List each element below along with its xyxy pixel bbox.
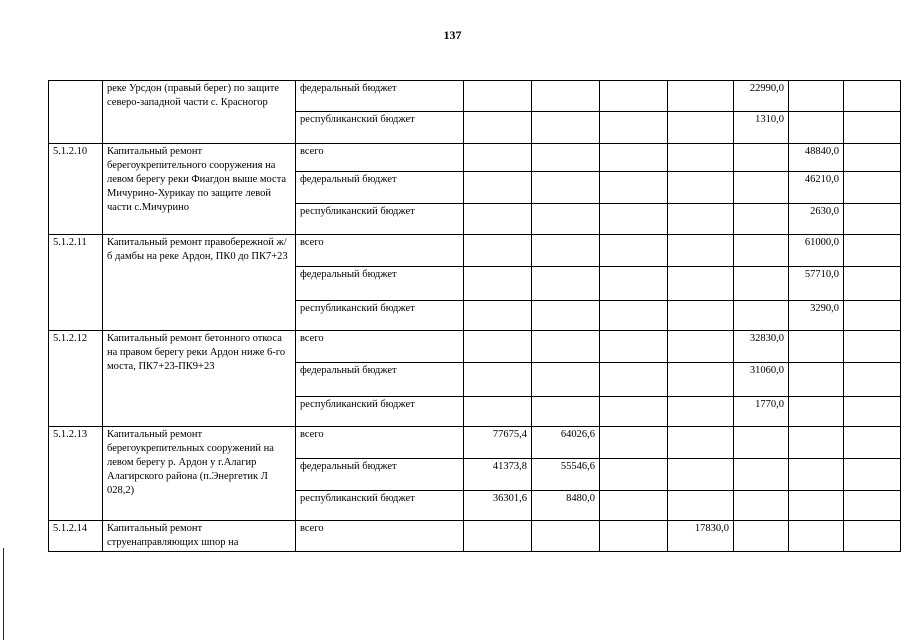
amount-cell — [789, 427, 844, 459]
funding-source: республиканский бюджет — [296, 491, 464, 521]
amount-cell: 36301,6 — [464, 491, 532, 521]
amount-cell: 48840,0 — [789, 144, 844, 172]
amount-cell — [668, 112, 734, 144]
amount-cell — [532, 112, 600, 144]
item-code: 5.1.2.11 — [49, 235, 103, 331]
funding-source: всего — [296, 331, 464, 363]
amount-cell — [734, 267, 789, 301]
amount-cell — [464, 144, 532, 172]
item-code: 5.1.2.10 — [49, 144, 103, 235]
amount-cell — [668, 172, 734, 204]
funding-source: федеральный бюджет — [296, 172, 464, 204]
amount-cell — [668, 459, 734, 491]
amount-cell — [844, 235, 901, 267]
amount-cell: 2630,0 — [789, 204, 844, 235]
amount-cell — [668, 235, 734, 267]
amount-cell — [844, 363, 901, 397]
amount-cell — [464, 363, 532, 397]
amount-cell — [789, 521, 844, 552]
amount-cell — [789, 81, 844, 112]
amount-cell — [789, 112, 844, 144]
amount-cell — [734, 144, 789, 172]
amount-cell — [600, 491, 668, 521]
amount-cell — [789, 397, 844, 427]
amount-cell — [532, 521, 600, 552]
table-row — [49, 144, 901, 172]
amount-cell — [464, 267, 532, 301]
table-row — [49, 331, 901, 363]
amount-cell: 32830,0 — [734, 331, 789, 363]
amount-cell: 41373,8 — [464, 459, 532, 491]
item-code — [49, 81, 103, 144]
amount-cell — [532, 331, 600, 363]
amount-cell — [464, 301, 532, 331]
amount-cell — [844, 521, 901, 552]
amount-cell — [532, 363, 600, 397]
amount-cell — [844, 204, 901, 235]
item-description: реке Урсдон (правый берег) по защите северо-западной части с. Красногор — [103, 81, 296, 144]
amount-cell — [734, 172, 789, 204]
amount-cell — [668, 81, 734, 112]
funding-source: республиканский бюджет — [296, 397, 464, 427]
amount-cell — [464, 235, 532, 267]
table-row — [49, 521, 901, 552]
amount-cell — [789, 363, 844, 397]
funding-source: всего — [296, 521, 464, 552]
amount-cell — [844, 397, 901, 427]
table-row — [49, 235, 901, 267]
budget-table — [48, 80, 901, 552]
amount-cell: 31060,0 — [734, 363, 789, 397]
amount-cell — [464, 81, 532, 112]
amount-cell: 3290,0 — [789, 301, 844, 331]
amount-cell — [464, 397, 532, 427]
amount-cell — [532, 267, 600, 301]
amount-cell — [532, 301, 600, 331]
amount-cell: 1770,0 — [734, 397, 789, 427]
amount-cell — [600, 235, 668, 267]
amount-cell — [600, 267, 668, 301]
amount-cell — [844, 172, 901, 204]
amount-cell — [600, 112, 668, 144]
amount-cell: 61000,0 — [789, 235, 844, 267]
item-description: Капитальный ремонт правобережной ж/б дамбы на реке Ардон, ПК0 до ПК7+23 — [103, 235, 296, 331]
amount-cell — [734, 491, 789, 521]
amount-cell — [600, 363, 668, 397]
amount-cell — [600, 144, 668, 172]
amount-cell — [532, 172, 600, 204]
item-description: Капитальный ремонт берегоукрепительного сооружения на левом берегу реки Фиагдон выше моста Мичурино-Хурикау по защите левой части с.Мичурино — [103, 144, 296, 235]
amount-cell — [734, 521, 789, 552]
amount-cell — [668, 331, 734, 363]
amount-cell: 8480,0 — [532, 491, 600, 521]
amount-cell — [844, 331, 901, 363]
amount-cell — [844, 491, 901, 521]
amount-cell — [844, 459, 901, 491]
amount-cell — [734, 204, 789, 235]
amount-cell — [734, 301, 789, 331]
amount-cell: 77675,4 — [464, 427, 532, 459]
item-code: 5.1.2.12 — [49, 331, 103, 427]
amount-cell — [844, 267, 901, 301]
amount-cell — [668, 301, 734, 331]
amount-cell: 64026,6 — [532, 427, 600, 459]
page-number: 137 — [443, 28, 462, 42]
amount-cell: 55546,6 — [532, 459, 600, 491]
item-code: 5.1.2.14 — [49, 521, 103, 552]
funding-source: федеральный бюджет — [296, 81, 464, 112]
funding-source: федеральный бюджет — [296, 363, 464, 397]
item-description: Капитальный ремонт бетонного откоса на правом берегу реки Ардон ниже 6-го моста, ПК7+23-ПК9+23 — [103, 331, 296, 427]
amount-cell — [464, 331, 532, 363]
amount-cell — [600, 301, 668, 331]
amount-cell — [734, 459, 789, 491]
funding-source: федеральный бюджет — [296, 459, 464, 491]
scan-margin-line — [3, 548, 4, 640]
table-row — [49, 427, 901, 459]
amount-cell — [600, 81, 668, 112]
amount-cell — [600, 172, 668, 204]
amount-cell — [844, 112, 901, 144]
amount-cell — [668, 427, 734, 459]
amount-cell — [668, 491, 734, 521]
amount-cell — [532, 81, 600, 112]
amount-cell — [464, 204, 532, 235]
amount-cell — [532, 235, 600, 267]
amount-cell — [668, 397, 734, 427]
funding-source: всего — [296, 235, 464, 267]
item-description: Капитальный ремонт струенаправляющих шпор на — [103, 521, 296, 552]
funding-source: республиканский бюджет — [296, 204, 464, 235]
item-description: Капитальный ремонт берегоукрепительных сооружений на левом берегу р. Ардон у г.Алагир Алагирского района (п.Энергетик Л 028,2) — [103, 427, 296, 521]
amount-cell — [668, 144, 734, 172]
amount-cell: 17830,0 — [668, 521, 734, 552]
table-row — [49, 81, 901, 112]
item-code: 5.1.2.13 — [49, 427, 103, 521]
amount-cell — [844, 81, 901, 112]
amount-cell: 57710,0 — [789, 267, 844, 301]
amount-cell — [844, 301, 901, 331]
amount-cell — [734, 235, 789, 267]
amount-cell — [600, 331, 668, 363]
amount-cell — [734, 427, 789, 459]
amount-cell: 1310,0 — [734, 112, 789, 144]
amount-cell — [789, 331, 844, 363]
amount-cell — [532, 397, 600, 427]
funding-source: федеральный бюджет — [296, 267, 464, 301]
amount-cell — [668, 267, 734, 301]
amount-cell — [789, 491, 844, 521]
amount-cell — [600, 427, 668, 459]
amount-cell — [600, 204, 668, 235]
amount-cell — [789, 459, 844, 491]
amount-cell — [668, 204, 734, 235]
amount-cell — [600, 397, 668, 427]
amount-cell — [464, 172, 532, 204]
amount-cell — [532, 204, 600, 235]
amount-cell — [668, 363, 734, 397]
amount-cell — [532, 144, 600, 172]
funding-source: всего — [296, 427, 464, 459]
amount-cell — [464, 521, 532, 552]
amount-cell — [844, 144, 901, 172]
funding-source: республиканский бюджет — [296, 112, 464, 144]
amount-cell: 46210,0 — [789, 172, 844, 204]
amount-cell — [464, 112, 532, 144]
amount-cell: 22990,0 — [734, 81, 789, 112]
amount-cell — [600, 521, 668, 552]
amount-cell — [600, 459, 668, 491]
funding-source: республиканский бюджет — [296, 301, 464, 331]
funding-source: всего — [296, 144, 464, 172]
amount-cell — [844, 427, 901, 459]
